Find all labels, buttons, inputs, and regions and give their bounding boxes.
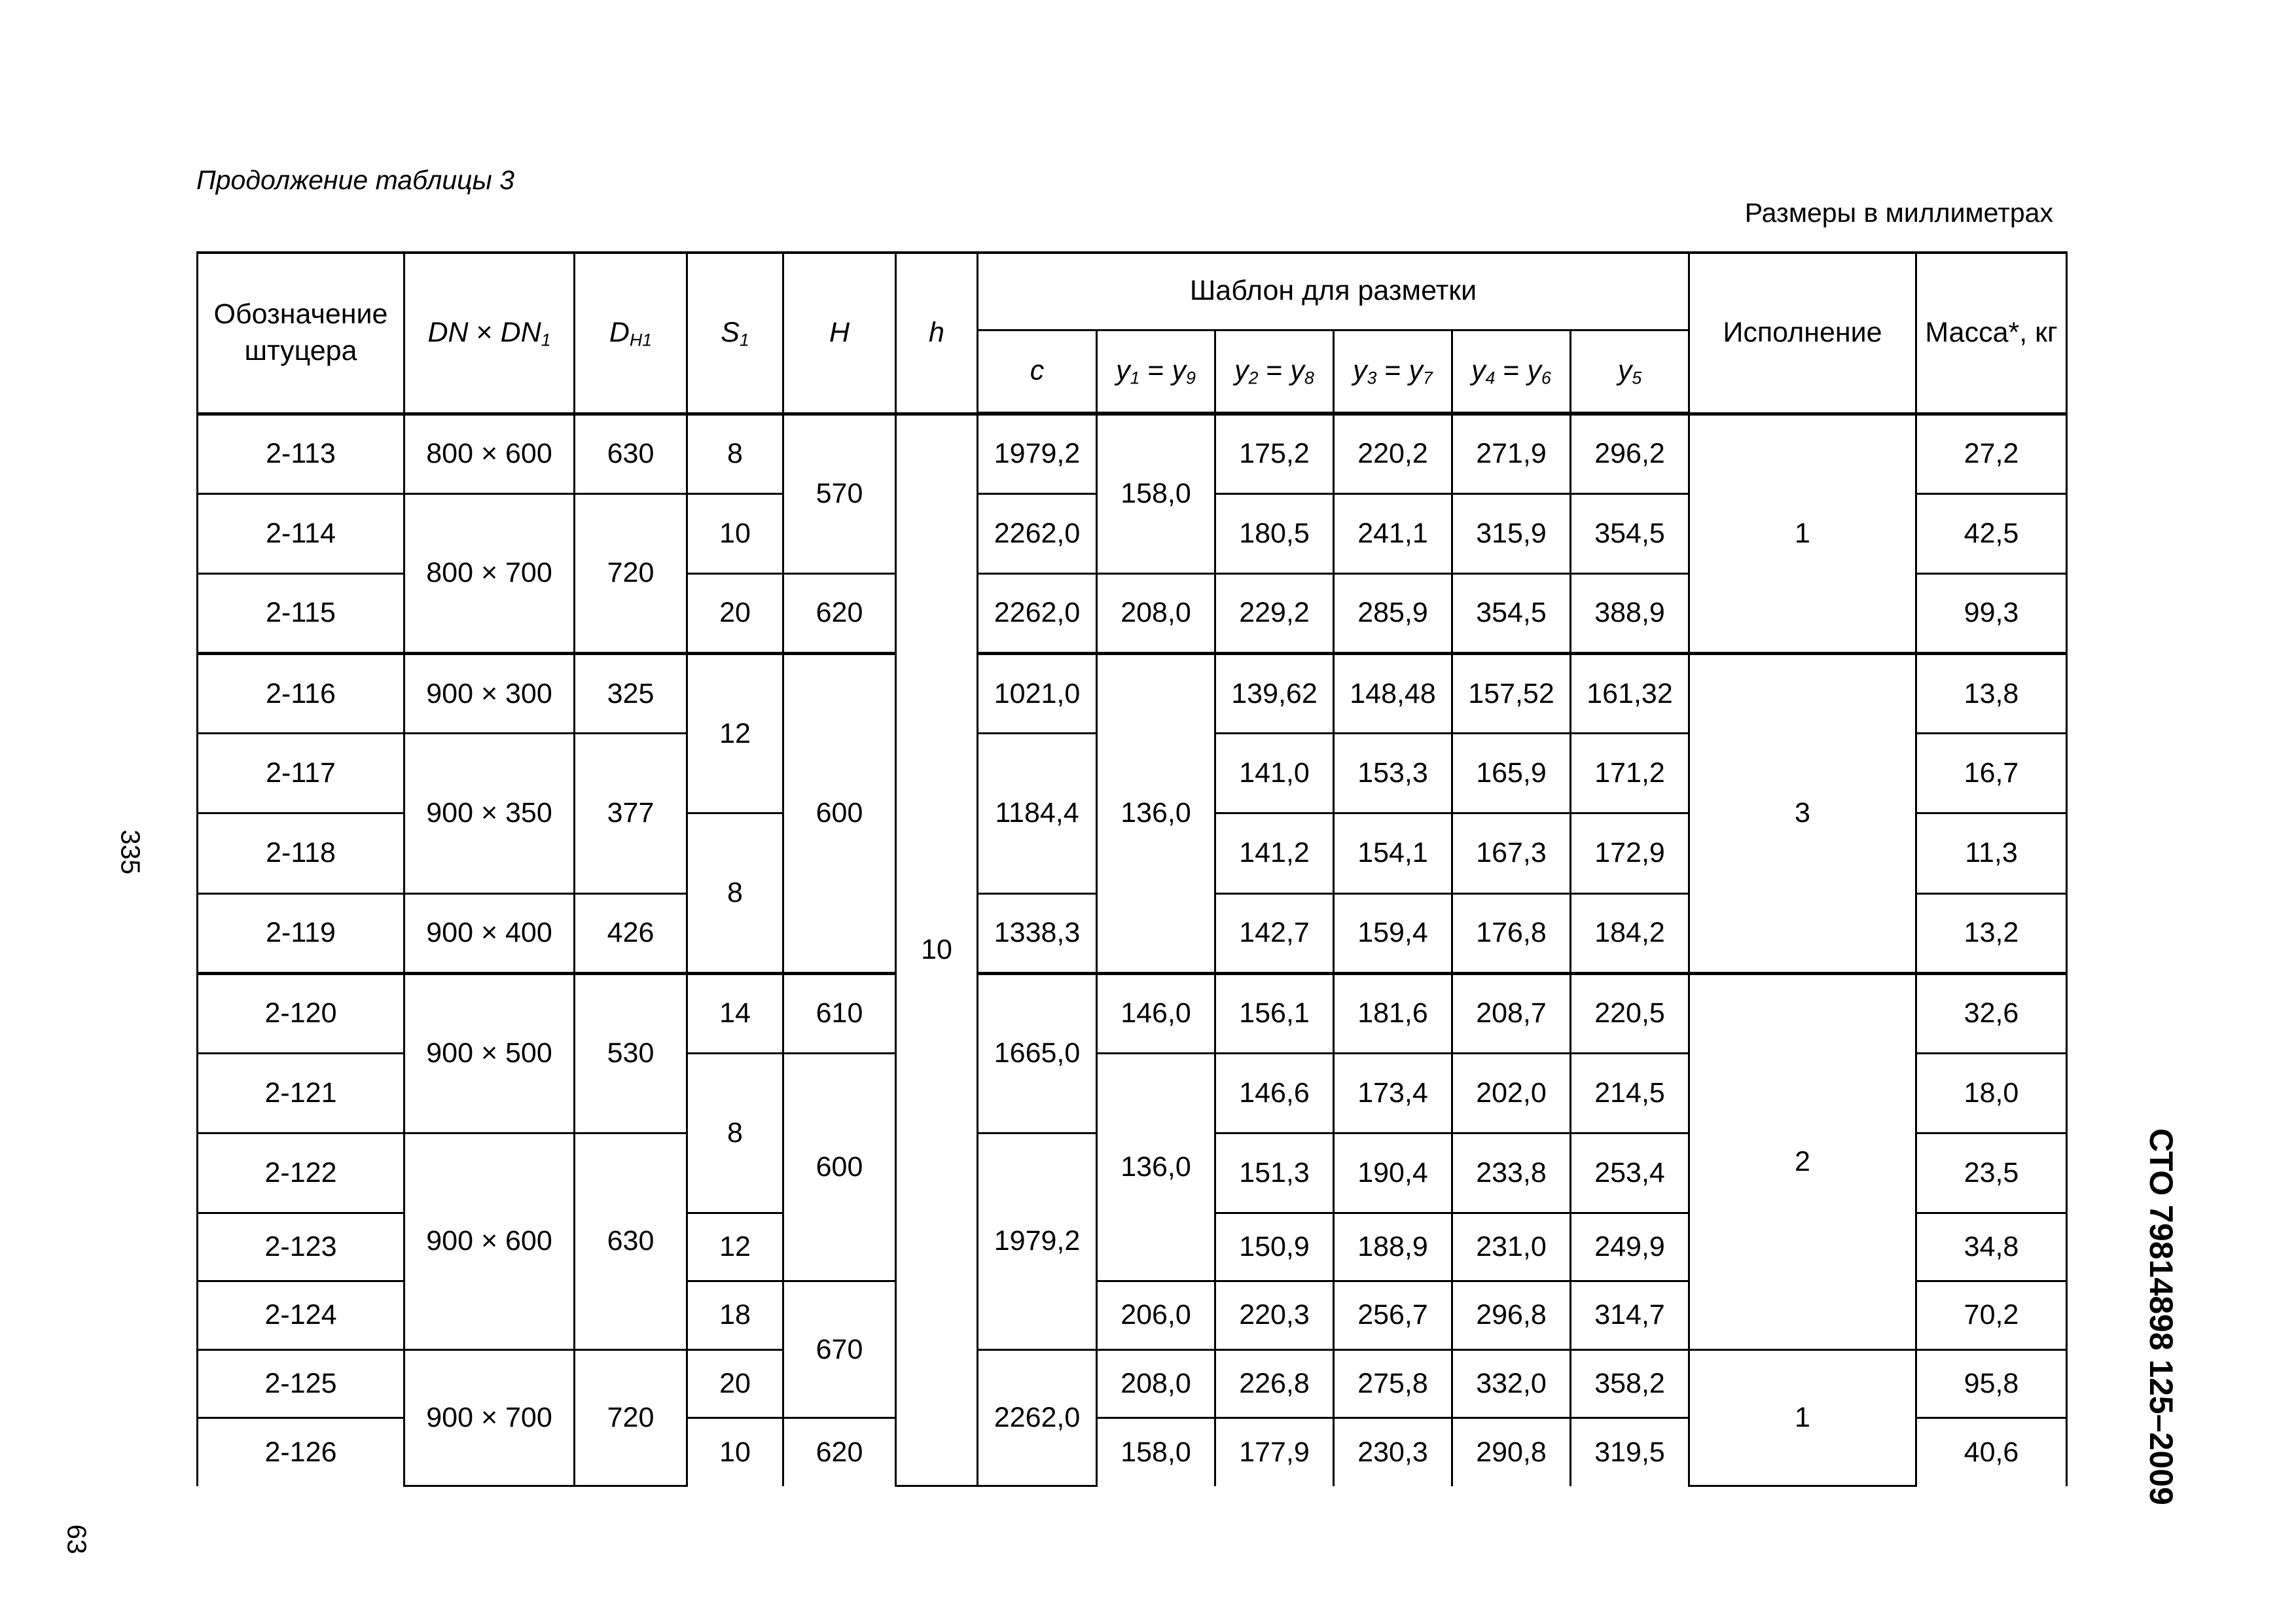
cell-y5: 220,5 [1571, 973, 1689, 1053]
y4-letter: y [1471, 355, 1486, 387]
cell-y2-y8: 141,0 [1215, 734, 1334, 813]
cell-y1-y9: 206,0 [1097, 1281, 1215, 1349]
cell-y4-y6: 271,9 [1452, 414, 1571, 493]
cell-designation: 2-118 [198, 813, 404, 893]
header-dh [575, 253, 687, 414]
y1-eq: = [1139, 355, 1172, 387]
cell-y2-y8: 175,2 [1215, 414, 1334, 493]
cell-y4-y6: 157,52 [1452, 654, 1571, 734]
cell-dn: 800 × 600 [404, 414, 575, 493]
header-y1-y9 [1097, 330, 1215, 414]
cell-c: 1665,0 [978, 973, 1097, 1133]
cell-mass: 70,2 [1916, 1281, 2067, 1349]
y6-letter: y [1527, 355, 1541, 387]
cell-mass: 95,8 [1916, 1349, 2067, 1418]
cell-y5: 171,2 [1571, 734, 1689, 813]
cell-mass: 13,2 [1916, 893, 2067, 973]
cell-y2-y8: 229,2 [1215, 573, 1334, 653]
header-s1 [687, 253, 783, 414]
y1-letter: y [1116, 355, 1130, 387]
cell-dn: 900 × 700 [404, 1349, 575, 1486]
cell-c: 2262,0 [978, 493, 1097, 573]
y9-letter: y [1172, 355, 1186, 387]
cell-y3-y7: 159,4 [1334, 893, 1452, 973]
y3-letter: y [1353, 355, 1367, 387]
cell-y3-y7: 275,8 [1334, 1349, 1452, 1418]
cell-y5: 172,9 [1571, 813, 1689, 893]
cell-dh: 426 [575, 893, 687, 973]
cell-execution: 3 [1689, 654, 1916, 974]
header-y4-y6 [1452, 330, 1571, 414]
cell-designation: 2-116 [198, 654, 404, 734]
cell-dh: 720 [575, 1349, 687, 1486]
y4-sub: 4 [1485, 368, 1496, 388]
cell-s1: 20 [687, 1349, 783, 1418]
cell-y3-y7: 173,4 [1334, 1053, 1452, 1133]
cell-y3-y7: 230,3 [1334, 1418, 1452, 1486]
cell-y5: 319,5 [1571, 1418, 1689, 1486]
cell-c: 1979,2 [978, 414, 1097, 493]
cell-y2-y8: 141,2 [1215, 813, 1334, 893]
header-c: c [978, 330, 1097, 414]
table-caption: Продолжение таблицы 3 [196, 165, 514, 195]
cell-y5: 358,2 [1571, 1349, 1689, 1418]
cell-designation: 2-119 [198, 893, 404, 973]
header-execution: Исполнение [1689, 253, 1916, 414]
cell-dh: 630 [575, 414, 687, 493]
header-y2-y8 [1215, 330, 1334, 414]
cell-y3-y7: 153,3 [1334, 734, 1452, 813]
cell-y2-y8: 220,3 [1215, 1281, 1334, 1349]
cell-designation: 2-124 [198, 1281, 404, 1349]
page-number: 63 [62, 1524, 92, 1554]
cell-mass: 13,8 [1916, 654, 2067, 734]
header-dn-branch-sub: 1 [541, 330, 551, 350]
cell-mass: 18,0 [1916, 1053, 2067, 1133]
cell-y5: 296,2 [1571, 414, 1689, 493]
y5-sub: 5 [1632, 368, 1642, 388]
header-y3-y7 [1334, 330, 1452, 414]
cell-y5: 354,5 [1571, 493, 1689, 573]
cell-H: 620 [783, 1418, 896, 1486]
header-mass: Масса*, кг [1916, 253, 2067, 414]
cell-y2-y8: 146,6 [1215, 1053, 1334, 1133]
units-note: Размеры в миллиметрах [1744, 198, 2053, 228]
cell-designation: 2-114 [198, 493, 404, 573]
header-dh-sub: Н1 [629, 330, 653, 350]
cell-y3-y7: 181,6 [1334, 973, 1452, 1053]
cell-execution: 1 [1689, 1349, 1916, 1486]
cell-y3-y7: 256,7 [1334, 1281, 1452, 1349]
cell-y5: 184,2 [1571, 893, 1689, 973]
cell-H: 600 [783, 654, 896, 974]
cell-s1: 14 [687, 973, 783, 1053]
header-H: H [783, 253, 896, 414]
cell-mass: 27,2 [1916, 414, 2067, 493]
cell-y3-y7: 188,9 [1334, 1213, 1452, 1281]
cell-dn: 900 × 500 [404, 973, 575, 1133]
cell-s1: 20 [687, 573, 783, 653]
cell-y5: 161,32 [1571, 654, 1689, 734]
cell-dh: 630 [575, 1133, 687, 1349]
cell-designation: 2-125 [198, 1349, 404, 1418]
cell-y1-y9: 136,0 [1097, 654, 1215, 974]
cell-designation: 2-120 [198, 973, 404, 1053]
table-row [198, 414, 2067, 493]
header-h: h [896, 253, 978, 414]
standard-code: СТО 79814898 125–2009 [2143, 1128, 2179, 1505]
cell-y2-y8: 151,3 [1215, 1133, 1334, 1213]
y8-letter: y [1290, 355, 1304, 387]
cell-y3-y7: 241,1 [1334, 493, 1452, 573]
cell-y3-y7: 190,4 [1334, 1133, 1452, 1213]
cell-y1-y9: 146,0 [1097, 973, 1215, 1053]
cell-designation: 2-113 [198, 414, 404, 493]
cell-y4-y6: 332,0 [1452, 1349, 1571, 1418]
cell-execution: 1 [1689, 414, 1916, 654]
cell-y4-y6: 315,9 [1452, 493, 1571, 573]
y2-sub: 2 [1248, 368, 1259, 388]
cell-dn: 900 × 350 [404, 734, 575, 893]
y3-eq: = [1376, 355, 1409, 387]
cell-s1: 8 [687, 1053, 783, 1213]
cell-y2-y8: 150,9 [1215, 1213, 1334, 1281]
cell-dn: 900 × 300 [404, 654, 575, 734]
cell-dh: 720 [575, 493, 687, 653]
cell-y2-y8: 226,8 [1215, 1349, 1334, 1418]
cell-y1-y9: 208,0 [1097, 1349, 1215, 1418]
cell-dn: 900 × 600 [404, 1133, 575, 1349]
cell-y1-y9: 208,0 [1097, 573, 1215, 653]
cell-y2-y8: 139,62 [1215, 654, 1334, 734]
header-s1-sub: 1 [739, 330, 749, 350]
table-row [198, 1349, 2067, 1418]
cell-y1-y9: 158,0 [1097, 414, 1215, 573]
cell-dh: 325 [575, 654, 687, 734]
cell-designation: 2-122 [198, 1133, 404, 1213]
cell-c: 2262,0 [978, 573, 1097, 653]
y4-eq: = [1495, 355, 1528, 387]
cell-H: 670 [783, 1281, 896, 1418]
cell-s1: 10 [687, 1418, 783, 1486]
cell-y4-y6: 290,8 [1452, 1418, 1571, 1486]
cell-y3-y7: 148,48 [1334, 654, 1452, 734]
cell-c: 1338,3 [978, 893, 1097, 973]
y5-letter: y [1617, 355, 1632, 387]
cell-y4-y6: 176,8 [1452, 893, 1571, 973]
cell-y2-y8: 177,9 [1215, 1418, 1334, 1486]
y6-sub: 6 [1541, 368, 1551, 388]
y8-sub: 8 [1304, 368, 1314, 388]
y9-sub: 9 [1186, 368, 1196, 388]
header-dh-main: D [609, 316, 630, 348]
cell-y2-y8: 142,7 [1215, 893, 1334, 973]
cell-y3-y7: 285,9 [1334, 573, 1452, 653]
cell-dn: 900 × 400 [404, 893, 575, 973]
cell-H: 600 [783, 1053, 896, 1281]
cell-s1: 12 [687, 1213, 783, 1281]
y2-letter: y [1234, 355, 1249, 387]
cell-y1-y9: 158,0 [1097, 1418, 1215, 1486]
cell-dh: 377 [575, 734, 687, 893]
cell-y5: 388,9 [1571, 573, 1689, 653]
header-dn [404, 253, 575, 414]
cell-y3-y7: 154,1 [1334, 813, 1452, 893]
header-dn-main: DN [427, 316, 469, 348]
cell-mass: 40,6 [1916, 1418, 2067, 1486]
cell-H: 620 [783, 573, 896, 653]
cell-h: 10 [896, 414, 978, 1486]
fitting-dimensions-table [196, 251, 2068, 1487]
cell-designation: 2-117 [198, 734, 404, 813]
cell-mass: 16,7 [1916, 734, 2067, 813]
cell-mass: 11,3 [1916, 813, 2067, 893]
sheet-number: 335 [115, 829, 146, 875]
cell-c: 2262,0 [978, 1349, 1097, 1486]
y7-letter: y [1408, 355, 1423, 387]
cell-c: 1979,2 [978, 1133, 1097, 1349]
cell-c: 1021,0 [978, 654, 1097, 734]
cell-y4-y6: 231,0 [1452, 1213, 1571, 1281]
table-row [198, 973, 2067, 1053]
cell-designation: 2-126 [198, 1418, 404, 1486]
header-designation: Обозначение штуцера [198, 253, 404, 414]
header-template: Шаблон для разметки [978, 253, 1689, 330]
cell-s1: 10 [687, 493, 783, 573]
header-y5 [1571, 330, 1689, 414]
cell-s1: 8 [687, 414, 783, 493]
cell-mass: 32,6 [1916, 973, 2067, 1053]
cell-y4-y6: 208,7 [1452, 973, 1571, 1053]
table-row [198, 654, 2067, 734]
cell-y5: 214,5 [1571, 1053, 1689, 1133]
cell-y2-y8: 156,1 [1215, 973, 1334, 1053]
cell-s1: 8 [687, 813, 783, 973]
cell-mass: 23,5 [1916, 1133, 2067, 1213]
cell-designation: 2-115 [198, 573, 404, 653]
cell-s1: 18 [687, 1281, 783, 1349]
y1-sub: 1 [1130, 368, 1140, 388]
cell-mass: 34,8 [1916, 1213, 2067, 1281]
cell-y4-y6: 233,8 [1452, 1133, 1571, 1213]
cell-y2-y8: 180,5 [1215, 493, 1334, 573]
cell-H: 610 [783, 973, 896, 1053]
cell-y3-y7: 220,2 [1334, 414, 1452, 493]
y2-eq: = [1258, 355, 1291, 387]
cell-H: 570 [783, 414, 896, 573]
cell-designation: 2-121 [198, 1053, 404, 1133]
cell-c: 1184,4 [978, 734, 1097, 893]
cell-y5: 253,4 [1571, 1133, 1689, 1213]
cell-designation: 2-123 [198, 1213, 404, 1281]
cell-dn: 800 × 700 [404, 493, 575, 653]
cell-y4-y6: 296,8 [1452, 1281, 1571, 1349]
cell-mass: 42,5 [1916, 493, 2067, 573]
cell-y4-y6: 202,0 [1452, 1053, 1571, 1133]
y7-sub: 7 [1423, 368, 1433, 388]
cell-y4-y6: 354,5 [1452, 573, 1571, 653]
cell-y4-y6: 165,9 [1452, 734, 1571, 813]
cell-execution: 2 [1689, 973, 1916, 1349]
cell-mass: 99,3 [1916, 573, 2067, 653]
cell-s1: 12 [687, 654, 783, 813]
cell-y4-y6: 167,3 [1452, 813, 1571, 893]
cell-y5: 249,9 [1571, 1213, 1689, 1281]
header-dn-times: × [468, 316, 501, 348]
header-s1-main: S [721, 316, 740, 348]
y3-sub: 3 [1367, 368, 1377, 388]
cell-y1-y9: 136,0 [1097, 1053, 1215, 1281]
cell-dh: 530 [575, 973, 687, 1133]
cell-y5: 314,7 [1571, 1281, 1689, 1349]
header-dn-branch: DN [500, 316, 541, 348]
